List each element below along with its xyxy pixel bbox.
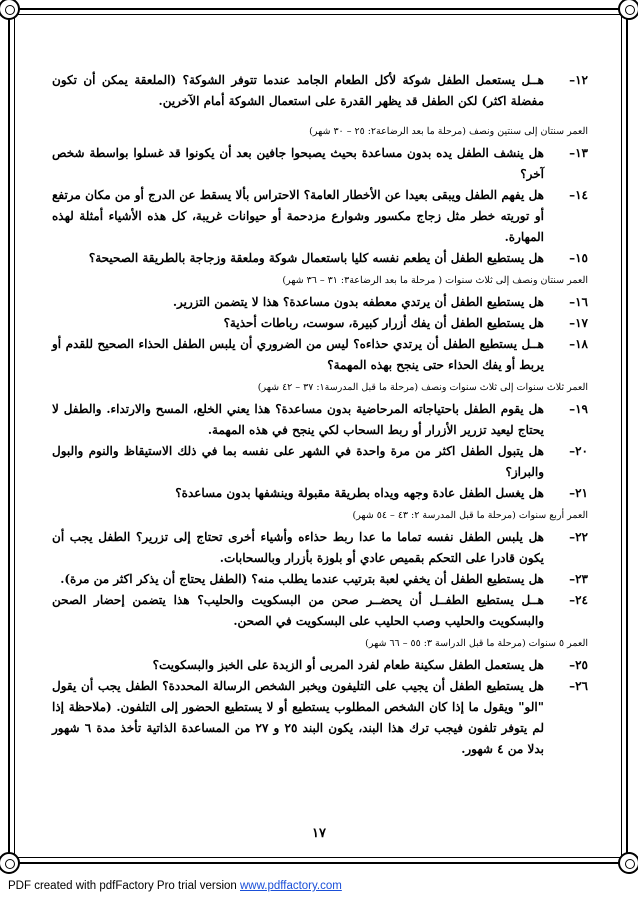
question-text: هل ينشف الطفل يده بدون مساعدة بحيث يصبحوا جافين بعد أن يكونوا قد غسلوا بواسطة شخص آخر؟ — [52, 146, 544, 181]
question-text: هل يستطيع الطفل أن يطعم نفسه كليا باستعمال شوكة وملعقة وزجاجة بالطريقة الصحيحة؟ — [88, 251, 544, 265]
footer-link[interactable]: www.pdffactory.com — [240, 880, 342, 892]
corner-ornament-bottom-right — [618, 852, 638, 874]
question-item — [52, 483, 588, 504]
question-item — [52, 185, 588, 248]
question-number: ١٤– — [569, 188, 588, 202]
document-body — [52, 70, 588, 760]
question-item — [52, 248, 588, 269]
question-number: ١٧– — [569, 316, 588, 330]
question-item — [52, 569, 588, 590]
question-text: هل يستطيع الطفل أن يفك أزرار كبيرة، سوست، رباطات أحذية؟ — [223, 316, 544, 330]
question-number: ٢٦– — [569, 679, 588, 693]
page-number: ١٧ — [312, 826, 326, 841]
question-text: هل يقوم الطفل باحتياجاته المرحاضية بدون مساعدة؟ هذا يعني الخلع، المسح والارتداء. والطفل لا يحتاج ليعيد تزرير الأزرار أو ربط السحاب لكي ينجح في هذه المهمة. — [52, 402, 544, 437]
question-number: ٢١– — [569, 486, 588, 500]
question-text: هل يغسل الطفل عادة وجهه ويداه بطريقة مقبولة وينشفها بدون مساعدة؟ — [175, 486, 544, 500]
question-item — [52, 70, 588, 112]
question-item — [52, 441, 588, 483]
question-text: هل يفهم الطفل ويبقى بعيدا عن الأخطار العامة؟ الاحتراس بألا يسقط عن الدرج أو من مكان مرتفع أو توريته خطر مثل زجاج مكسور وشوارع مزدحمة أو حيوانات غريبة، كل هذه الأشياء أمثلة لهذه المهارة. — [52, 188, 544, 244]
question-number: ٢٢– — [569, 530, 588, 544]
question-number: ١٢– — [569, 73, 588, 87]
question-item — [52, 527, 588, 569]
question-number: ١٣– — [569, 146, 588, 160]
corner-ornament-bottom-left — [0, 852, 20, 874]
question-item — [52, 313, 588, 334]
section-heading: العمر ثلاث سنوات إلى ثلاث سنوات ونصف (مرحلة ما قبل المدرسة١: ٣٧ – ٤٢ شهر) — [257, 382, 588, 393]
question-text: هل يستعمل الطفل سكينة طعام لفرد المربى أو الزبدة على الخبز والبسكويت؟ — [152, 658, 544, 672]
question-item — [52, 676, 588, 760]
spacer — [52, 112, 588, 120]
question-text: هل يستطيع الطفل أن يرتدي معطفه بدون مساعدة؟ هذا لا يتضمن التزرير. — [172, 295, 544, 309]
question-text: هل يتبول الطفل اكثر من مرة واحدة في الشهر على نفسه بما في ذلك الاستيقاظ والنوم والبول والبراز؟ — [52, 444, 544, 479]
question-number: ١٦– — [569, 295, 588, 309]
question-item — [52, 143, 588, 185]
question-item — [52, 590, 588, 632]
question-number: ١٩– — [569, 402, 588, 416]
question-text: هل يستطيع الطفل أن يجيب على التليفون ويخبر الشخص الرسالة المحددة؟ الطفل يجب أن يقول "الو" ويقول ما إذا كان الشخص المطلوب يستطيع أو لا يستطيع الحضور إلى التلفون. (ملاحظة إذا لم يتوفر تلفون فيجب ترك هذا البند، يكون البند ٢٥ و ٢٧ من المساعدة الذاتية تأخذ مدة ٦ شهور بدلا من ٤ شهور. — [52, 679, 544, 756]
question-number: ٢٠– — [569, 444, 588, 458]
section-heading: العمر ٥ سنوات (مرحلة ما قبل الدراسة ٣: ٥٥ – ٦٦ شهر) — [365, 638, 588, 649]
question-text: هــل يستطيع الطفل أن يرتدي حذاءه؟ ليس من الضروري أن يلبس الطفل الحذاء الصحيح للقدم أو يربط أو يفك الحذاء حتى ينجح بهذه المهمة؟ — [52, 337, 544, 372]
question-item — [52, 334, 588, 376]
question-item — [52, 399, 588, 441]
question-text: هــل يستعمل الطفل شوكة لأكل الطعام الجامد عندما تتوفر الشوكة؟ (الملعقة يمكن أن تكون مفضلة اكثر) لكن الطفل قد يظهر القدرة على استعمال الشوكة أمام الآخرين. — [52, 73, 544, 108]
question-number: ٢٥– — [569, 658, 588, 672]
pdf-footer — [8, 880, 342, 892]
question-number: ١٥– — [569, 251, 588, 265]
section-heading: العمر سنتان ونصف إلى ثلاث سنوات ( مرحلة ما بعد الرضاعة٣: ٣١ – ٣٦ شهر) — [282, 275, 588, 286]
question-number: ١٨– — [569, 337, 588, 351]
footer-text: PDF created with pdfFactory Pro trial version — [8, 880, 240, 892]
question-text: هل يلبس الطفل نفسه تماما ما عدا ربط حذاءه وأشياء أخرى تحتاج إلى تزرير؟ الطفل يجب أن يكون قادرا على التحكم بقميص عادي أو بلوزة بأزرار وبالسحابات. — [52, 530, 544, 565]
question-item — [52, 292, 588, 313]
question-number: ٢٤– — [569, 593, 588, 607]
question-text: هل يستطيع الطفل أن يخفي لعبة بترتيب عندما يطلب منه؟ (الطفل يحتاج أن يذكر اكثر من مرة). — [60, 572, 544, 586]
section-heading: العمر أربع سنوات (مرحلة ما قبل المدرسة ٢: ٤٣ – ٥٤ شهر) — [352, 510, 588, 521]
question-text: هــل يستطيع الطفــل أن يحضــر صحن من البسكويت والحليب؟ هذا يتضمن إحضار الصحن والبسكويت والحليب وصب الحليب على البسكويت في الصحن. — [52, 593, 544, 628]
question-item — [52, 655, 588, 676]
corner-ornament-top-right — [618, 0, 638, 20]
question-number: ٢٣– — [569, 572, 588, 586]
section-heading: العمر سنتان إلى سنتين ونصف (مرحلة ما بعد الرضاعة٢: ٢٥ – ٣٠ شهر) — [309, 126, 588, 137]
